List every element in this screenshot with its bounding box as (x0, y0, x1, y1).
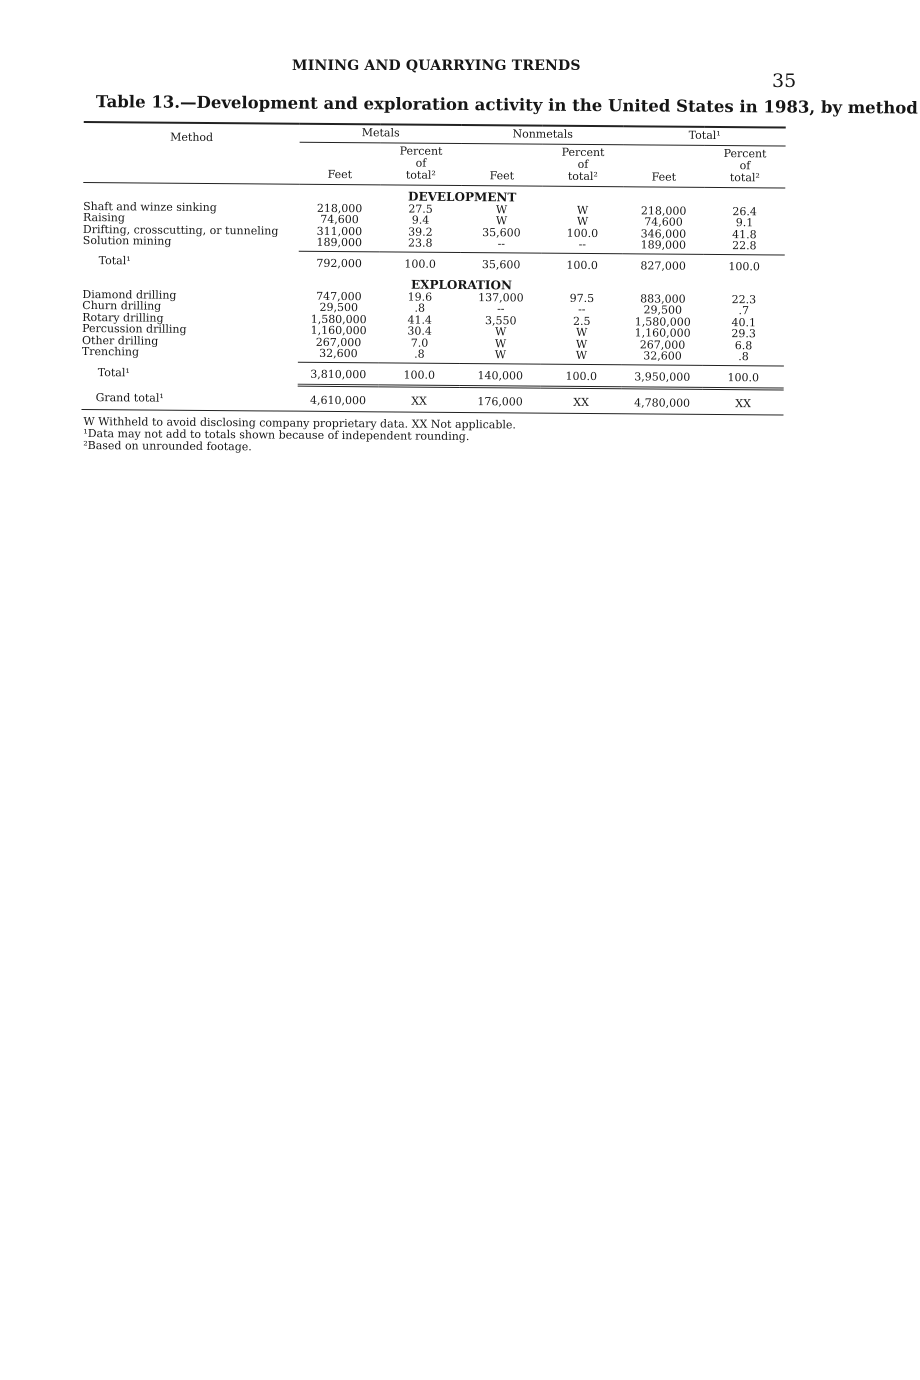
percent-cell: 29.3 (731, 327, 756, 341)
percent-cell: .8 (414, 347, 425, 361)
feet-cell: 747,000 (316, 289, 362, 303)
percent-cell: 97.5 (569, 291, 595, 305)
feet-cell: W (495, 202, 508, 216)
feet-cell: 189,000 (640, 238, 687, 252)
feet-cell: 35,600 (461, 252, 542, 275)
feet-cell: 137,000 (478, 290, 524, 304)
method-cell (82, 383, 298, 410)
method-label: Rotary drilling (82, 310, 164, 325)
percent-cell: 22.3 (731, 292, 757, 306)
feet-cell: 267,000 (315, 335, 362, 349)
feet-cell: 29,500 (643, 303, 683, 317)
percent-cell: W (576, 203, 589, 217)
percent-cell: 100.0 (379, 362, 460, 386)
percent-cell: W (576, 214, 589, 228)
feet-cell: 218,000 (316, 201, 363, 215)
percent-cell: W (575, 348, 588, 362)
percent-cell: 7.0 (410, 336, 429, 350)
percent-cell: 100.0 (703, 365, 784, 389)
feet-cell: 1,580,000 (634, 314, 691, 329)
percent-cell: 27.5 (408, 202, 433, 216)
section-heading: EXPLORATION (410, 277, 513, 293)
percent-cell: 41.8 (732, 227, 757, 241)
page-number: 35 (772, 70, 797, 92)
percent-cell: 39.2 (408, 225, 433, 239)
running-title: MINING AND QUARRYING TRENDS (292, 58, 581, 74)
method-label: Diamond drilling (82, 287, 177, 302)
footnote-withheld: W Withheld to avoid disclosing company proprietary data. XX Not applicable. (83, 414, 517, 431)
feet-cell: 827,000 (623, 253, 704, 276)
feet-cell: 176,000 (460, 386, 541, 412)
percent-cell: 9.1 (735, 216, 754, 230)
feet-cell: 74,600 (644, 215, 683, 229)
feet-cell: 1,160,000 (634, 326, 691, 340)
method-label: Other drilling (82, 333, 159, 348)
percent-cell: 23.8 (408, 236, 433, 250)
feet-cell: W (494, 325, 507, 339)
method-label: Percussion drilling (82, 321, 187, 336)
percent-cell: 40.1 (731, 315, 757, 329)
footnotes (81, 415, 783, 457)
feet-cell: 346,000 (640, 226, 687, 241)
method-label: Solution mining (82, 234, 172, 248)
method-cell (82, 360, 298, 385)
percent-cell: -- (578, 237, 587, 251)
grand-total-row (82, 383, 784, 414)
percent-cell: 100.0 (704, 254, 785, 277)
group-header-metals: Metals (300, 124, 462, 144)
percent-cell: 6.8 (734, 338, 753, 352)
feet-cell: 4,780,000 (622, 388, 703, 414)
footnote-footage: ²Based on unrounded footage. (83, 438, 252, 453)
method-label: Grand total¹ (95, 391, 164, 405)
feet-cell: 140,000 (460, 363, 541, 387)
group-header-nonmetals: Nonmetals (462, 125, 624, 145)
footnote-rounding: ¹Data may not add to totals shown because of independent rounding. (83, 426, 470, 443)
feet-cell: 74,600 (320, 212, 359, 227)
subheader-percent: Percent of total² (704, 145, 785, 188)
feet-cell: W (495, 214, 508, 228)
feet-cell: 3,810,000 (298, 362, 379, 386)
feet-cell: 3,950,000 (622, 364, 703, 388)
group-header-total: Total¹ (624, 126, 786, 146)
feet-cell: -- (497, 237, 506, 251)
feet-cell: 883,000 (640, 291, 686, 306)
percent-cell: W (575, 325, 588, 339)
table-container (81, 92, 918, 457)
percent-cell: 30.4 (407, 324, 432, 338)
percent-cell: 9.4 (411, 213, 430, 227)
feet-cell: -- (497, 302, 505, 316)
feet-cell: W (494, 348, 507, 362)
feet-cell: 792,000 (299, 251, 380, 274)
method-label: Total¹ (98, 254, 131, 268)
feet-cell: 1,160,000 (310, 323, 367, 338)
method-cell (83, 249, 299, 273)
method-label: Total¹ (97, 366, 130, 380)
feet-cell: 189,000 (316, 235, 363, 250)
method-label: Drifting, crosscutting, or tunneling (82, 222, 279, 238)
percent-cell: XX (703, 388, 784, 414)
method-label: Raising (82, 210, 125, 225)
method-label: Shaft and winze sinking (83, 199, 217, 214)
percent-cell: 100.0 (380, 251, 461, 274)
percent-cell: XX (541, 387, 622, 413)
method-label: Churn drilling (82, 298, 162, 313)
feet-cell: 35,600 (482, 225, 521, 239)
feet-cell: 4,610,000 (298, 385, 379, 411)
percent-cell: W (575, 337, 588, 351)
percent-cell: 100.0 (542, 253, 623, 276)
feet-cell: 218,000 (640, 203, 687, 218)
percent-cell: 100.0 (566, 226, 599, 240)
feet-cell: 29,500 (319, 300, 359, 315)
percent-cell: 22.8 (732, 239, 757, 253)
percent-cell: .8 (414, 301, 426, 315)
table-title: Table 13.—Development and exploration activity in the United States in 1983, by method (95, 92, 918, 118)
percent-cell: 41.4 (407, 313, 433, 327)
subheader-feet: Feet (299, 142, 380, 185)
method-column-header: Method (83, 122, 299, 184)
feet-cell: 1,580,000 (310, 312, 367, 326)
feet-cell: 267,000 (639, 337, 686, 352)
percent-cell: 19.6 (407, 290, 433, 304)
method-label: Trenching (81, 345, 140, 359)
feet-cell: 32,600 (319, 346, 358, 361)
feet-cell: W (494, 336, 507, 350)
percent-cell: 100.0 (541, 364, 622, 388)
percent-cell: -- (578, 302, 586, 316)
percent-cell: XX (379, 386, 460, 412)
percent-cell: .7 (738, 304, 750, 318)
percent-cell: 2.5 (572, 314, 591, 328)
feet-cell: 311,000 (316, 224, 363, 238)
subheader-feet: Feet (623, 145, 704, 188)
subheader-percent: Percent of total² (380, 143, 461, 186)
percent-cell: .8 (738, 350, 749, 364)
section-heading: DEVELOPMENT (408, 189, 517, 205)
feet-cell: 32,600 (643, 349, 682, 363)
percent-cell: 26.4 (732, 204, 757, 218)
feet-cell: 3,550 (484, 313, 517, 327)
data-table (82, 121, 786, 415)
subheader-feet: Feet (461, 143, 542, 186)
subheader-percent: Percent of total² (542, 144, 623, 187)
